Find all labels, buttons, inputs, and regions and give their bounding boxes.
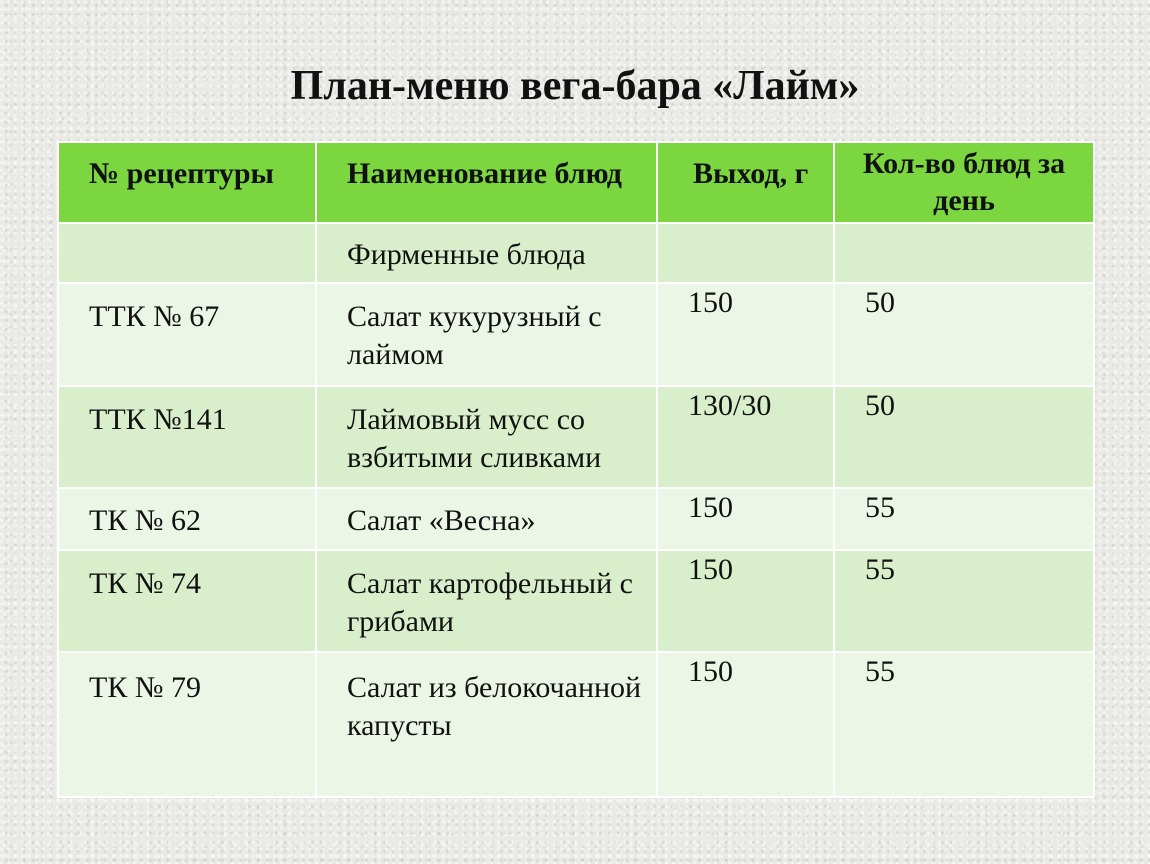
cell-dish-name: Фирменные блюда	[316, 223, 657, 283]
cell-dish-name: Салат кукурузный с лаймом	[316, 283, 657, 386]
cell-recipe: ТК № 74	[58, 550, 316, 652]
table-row	[58, 283, 1094, 386]
cell-qty: 50	[834, 386, 1094, 488]
table-row	[58, 386, 1094, 488]
cell-recipe: ТК № 79	[58, 652, 316, 797]
table-row	[58, 223, 1094, 283]
cell-yield: 150	[657, 488, 834, 550]
cell-dish-name: Лаймовый мусс со взбитыми сливками	[316, 386, 657, 488]
slide-title: План-меню вега-бара «Лайм»	[290, 63, 860, 109]
table-row	[58, 652, 1094, 797]
cell-yield: 150	[657, 652, 834, 797]
table-header-row	[58, 142, 1094, 223]
header-qty-per-day: Кол-во блюд за день	[834, 142, 1094, 223]
cell-qty: 55	[834, 652, 1094, 797]
cell-yield: 130/30	[657, 386, 834, 488]
header-yield: Выход, г	[657, 142, 834, 223]
menu-table	[57, 141, 1095, 798]
header-recipe: № рецептуры	[58, 142, 316, 223]
cell-recipe: ТТК №141	[58, 386, 316, 488]
header-dish-name: Наименование блюд	[316, 142, 657, 223]
cell-dish-name: Салат из белокочанной капусты	[316, 652, 657, 797]
cell-yield: 150	[657, 283, 834, 386]
cell-qty	[834, 223, 1094, 283]
cell-dish-name: Салат картофельный с грибами	[316, 550, 657, 652]
cell-yield: 150	[657, 550, 834, 652]
cell-qty: 55	[834, 488, 1094, 550]
table-row	[58, 550, 1094, 652]
cell-recipe	[58, 223, 316, 283]
cell-qty: 50	[834, 283, 1094, 386]
cell-recipe: ТК № 62	[58, 488, 316, 550]
table-row	[58, 488, 1094, 550]
cell-qty: 55	[834, 550, 1094, 652]
cell-yield	[657, 223, 834, 283]
cell-recipe: ТТК № 67	[58, 283, 316, 386]
cell-dish-name: Салат «Весна»	[316, 488, 657, 550]
